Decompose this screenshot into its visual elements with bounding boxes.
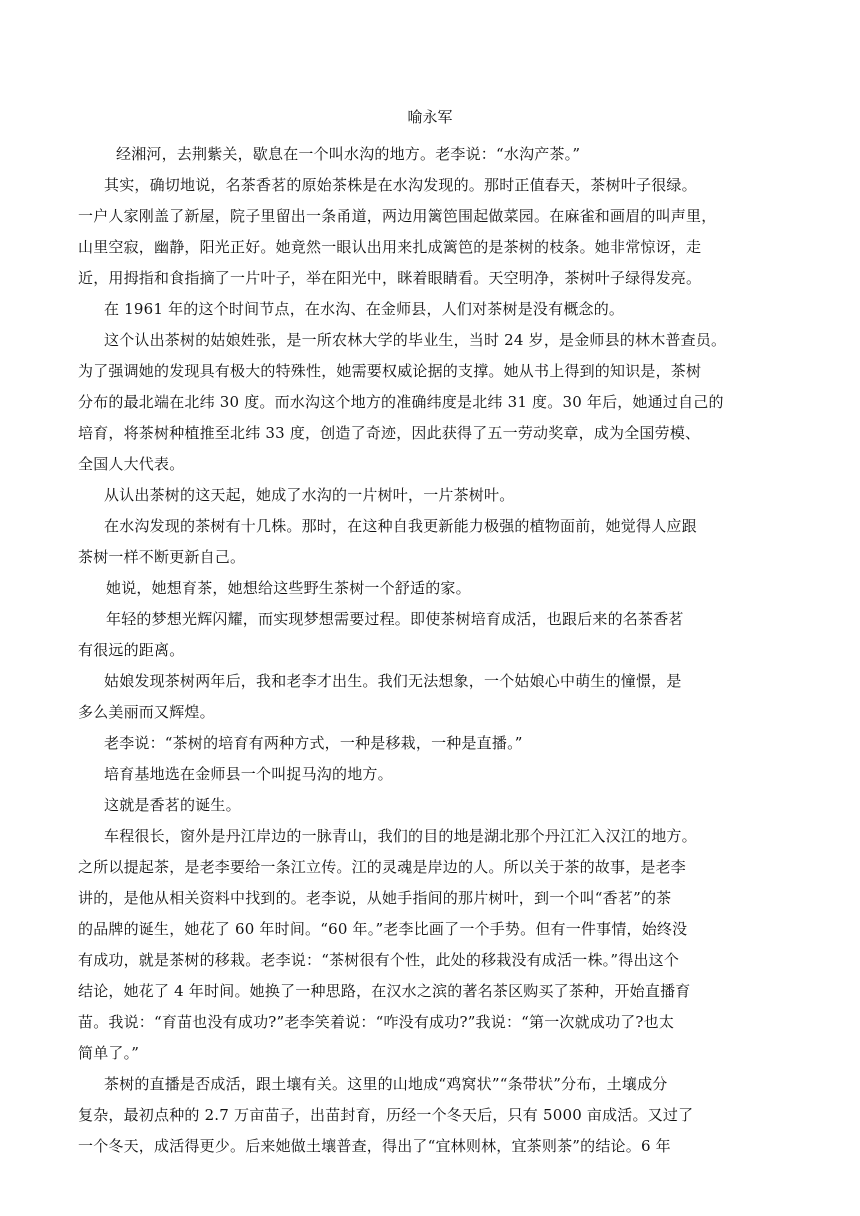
paragraph-line: 分布的最北端在北纬 30 度。而水沟这个地方的准确纬度是北纬 31 度。30 年后，她通过自己的	[78, 393, 724, 411]
paragraph-line: 其实，确切地说，名茶香茗的原始茶株是在水沟发现的。那时正值春天，茶树叶子很绿。	[104, 176, 697, 194]
paragraph-line: 山里空寂，幽静，阳光正好。她竟然一眼认出用来扎成篱笆的是茶树的枝条。她非常惊讶，走	[78, 238, 702, 256]
paragraph-line: 简单了。”	[78, 1044, 140, 1062]
paragraph-line: 培育基地选在金师县一个叫捉马沟的地方。	[104, 765, 393, 783]
paragraph-line: 在 1961 年的这个时间节点，在水沟、在金师县，人们对茶树是没有概念的。	[104, 300, 625, 318]
paragraph-line: 为了强调她的发现具有极大的特殊性，她需要权威论据的支撑。她从书上得到的知识是，茶树	[78, 362, 702, 380]
paragraph-line: 老李说：“茶树的培育有两种方式，一种是移栽，一种是直播。”	[104, 734, 523, 752]
paragraph-line: 一户人家刚盖了新屋，院子里留出一条甬道，两边用篱笆围起做菜园。在麻雀和画眉的叫声里，	[78, 207, 717, 225]
paragraph-line: 一个冬天，成活得更少。后来她做土壤普查，得出了“宜林则林，宜茶则茶”的结论。6 年	[78, 1137, 671, 1155]
paragraph-line: 多么美丽而又辉煌。	[78, 703, 215, 721]
paragraph-line: 讲的，是他从相关资料中找到的。老李说，从她手指间的那片树叶，到一个叫“香茗”的茶	[78, 889, 672, 907]
paragraph-line: 有很远的距离。	[78, 641, 185, 659]
paragraph-line: 从认出茶树的这天起，她成了水沟的一片树叶，一片茶树叶。	[104, 486, 515, 504]
paragraph-line: 她说，她想育茶，她想给这些野生茶树一个舒适的家。	[106, 579, 471, 597]
paragraph-line: 之所以提起茶，是老李要给一条江立传。江的灵魂是岸边的人。所以关于茶的故事，是老李	[78, 858, 687, 876]
author-name: 喻永军	[407, 108, 453, 126]
paragraph-line: 有成功，就是茶树的移栽。老李说：“茶树很有个性，此处的移栽没有成活一株。”得出这个	[78, 951, 680, 969]
paragraph-line: 复杂，最初点种的 2.7 万亩苗子，出苗封育，历经一个冬天后，只有 5000 亩成活。又过了	[78, 1106, 694, 1124]
paragraph-line: 茶树一样不断更新自己。	[78, 548, 246, 566]
paragraph-line: 的品牌的诞生，她花了 60 年时间。“60 年。”老李比画了一个手势。但有一件事情，始终没	[78, 920, 688, 938]
paragraph-line: 这个认出茶树的姑娘姓张，是一所农林大学的毕业生，当时 24 岁，是金师县的林木普查员。	[104, 331, 727, 349]
paragraph-line: 年轻的梦想光辉闪耀，而实现梦想需要过程。即使茶树培育成活，也跟后来的名茶香茗	[106, 610, 684, 628]
paragraph-line: 茶树的直播是否成活，跟土壤有关。这里的山地成“鸡窝状”“条带状”分布，土壤成分	[104, 1075, 668, 1093]
paragraph-line: 培育，将茶树种植推至北纬 33 度，创造了奇迹，因此获得了五一劳动奖章，成为全国劳模、	[78, 424, 701, 442]
paragraph-line: 姑娘发现茶树两年后，我和老李才出生。我们无法想象，一个姑娘心中萌生的憧憬，是	[104, 672, 682, 690]
paragraph-line: 车程很长，窗外是丹江岸边的一脉青山，我们的目的地是湖北那个丹江汇入汉江的地方。	[104, 827, 697, 845]
paragraph-line: 在水沟发现的茶树有十几株。那时，在这种自我更新能力极强的植物面前，她觉得人应跟	[104, 517, 697, 535]
paragraph-line: 全国人大代表。	[78, 455, 185, 473]
paragraph-line: 结论，她花了 4 年时间。她换了一种思路，在汉水之滨的著名茶区购买了茶种，开始直播育	[78, 982, 691, 1000]
paragraph-line: 经湘河，去荆紫关，歇息在一个叫水沟的地方。老李说：“水沟产茶。”	[116, 145, 581, 163]
paragraph-line: 近，用拇指和食指摘了一片叶子，举在阳光中，眯着眼睛看。天空明净，茶树叶子绿得发亮。	[78, 269, 702, 287]
paragraph-line: 这就是香茗的诞生。	[104, 796, 241, 814]
paragraph-line: 苗。我说：“育苗也没有成功?”老李笑着说：“咋没有成功?”我说：“第一次就成功了?也太	[78, 1013, 675, 1031]
